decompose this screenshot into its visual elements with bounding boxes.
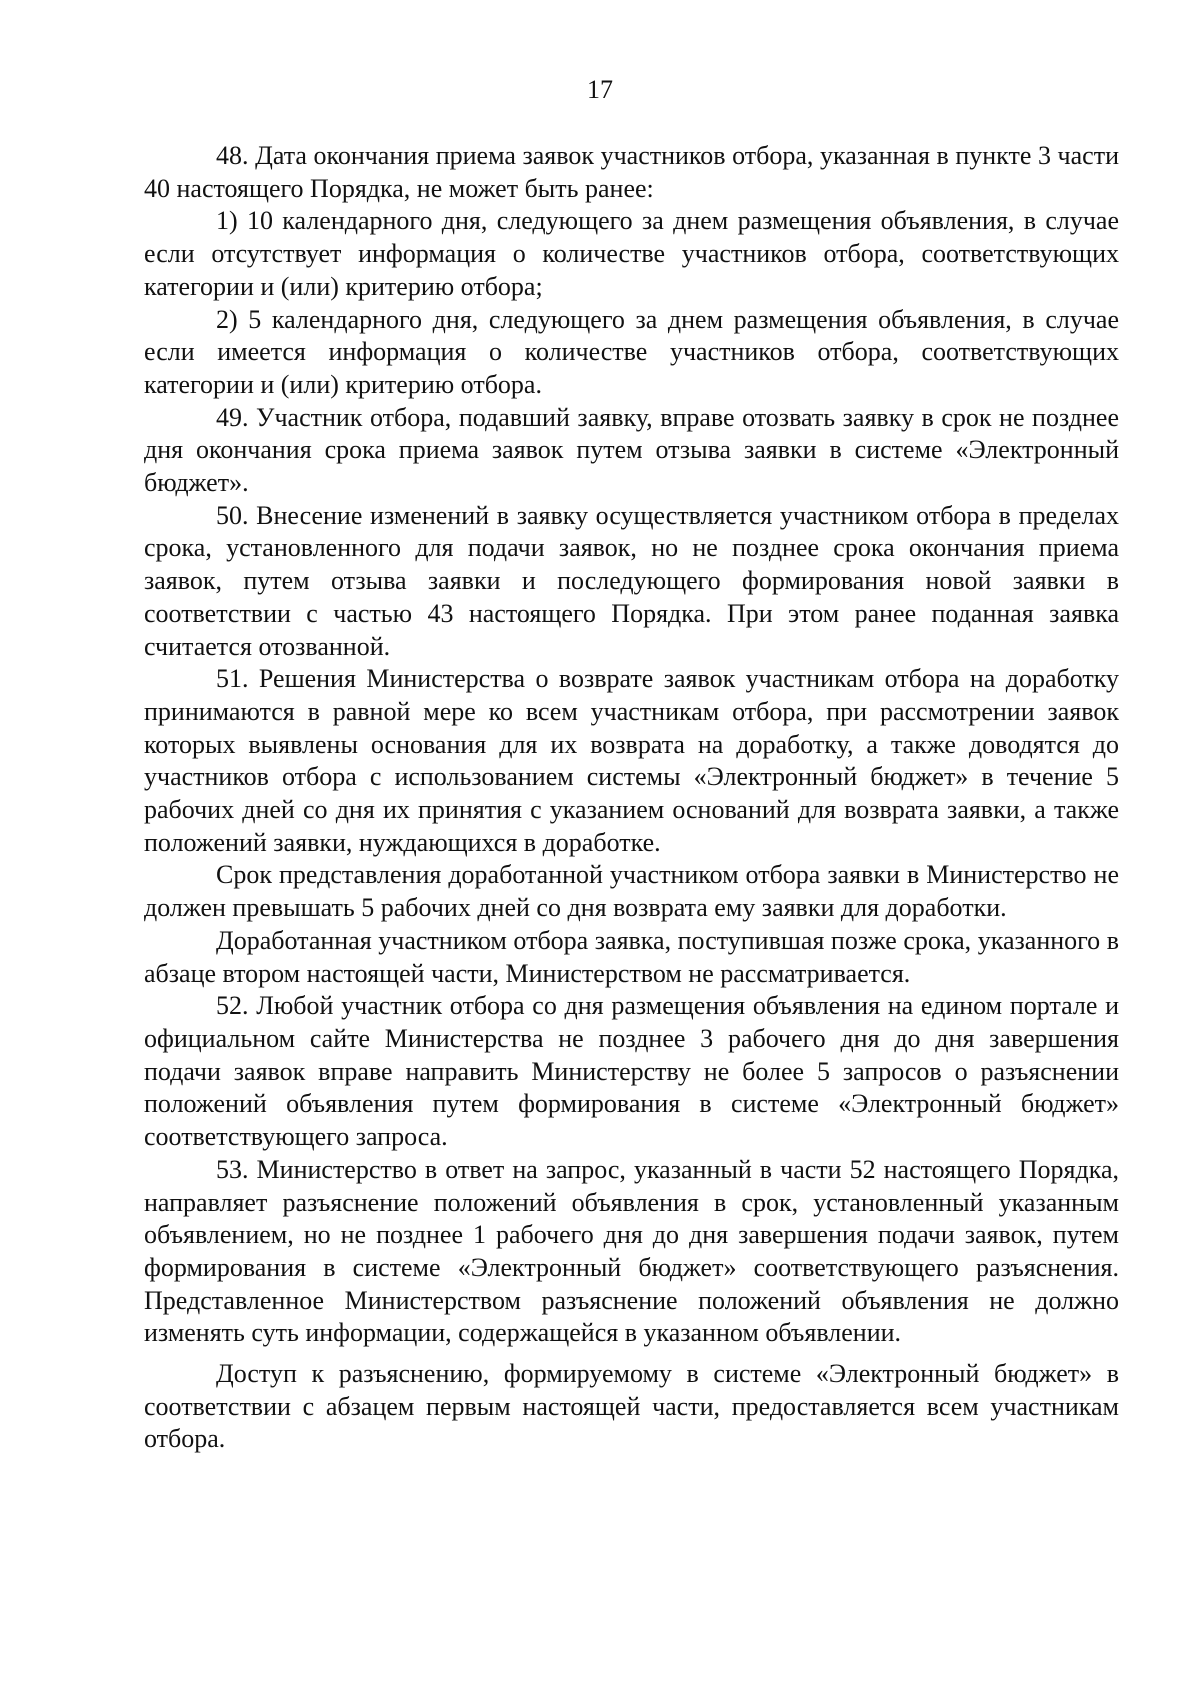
paragraph-50: 50. Внесение изменений в заявку осуществляется участником отбора в пределах срока, установленного для подачи заявок, но не позднее срока окончания приема заявок, путем отзыва заявки и последующего формирования новой заявки в соответствии с частью 43 настоящего Порядка. При этом ранее поданная заявка считается отозванной. — [144, 500, 1119, 661]
paragraph-51: 51. Решения Министерства о возврате заявок участникам отбора на доработку принимаются в равной мере ко всем участникам отбора, при рассмотрении заявок которых выявлены основания для их возврата на доработку, а также доводятся до участников отбора с использованием системы «Электронный бюджет» в течение 5 рабочих дней со дня их принятия с указанием оснований для возврата заявки, а также положений заявки, нуждающихся в доработке. — [144, 664, 1119, 857]
paragraph-48-item-1: 1) 10 календарного дня, следующего за днем размещения объявления, в случае если отсутствует информация о количестве участников отбора, соответствующих категории и (или) критерию отбора; — [144, 206, 1119, 301]
paragraph-51-abzac-2: Срок представления доработанной участником отбора заявки в Министерство не должен превышать 5 рабочих дней со дня возврата ему заявки для доработки. — [144, 860, 1119, 923]
paragraph-48-item-2: 2) 5 календарного дня, следующего за днем размещения объявления, в случае если имеется информация о количестве участников отбора, соответствующих категории и (или) критерию отбора. — [144, 304, 1119, 399]
paragraph-53: 53. Министерство в ответ на запрос, указанный в части 52 настоящего Порядка, направляет разъяснение положений объявления в срок, установленный указанным объявлением, но не позднее 1 рабочего дня до дня завершения подачи заявок, путем формирования в системе «Электронный бюджет» соответствующего разъяснения. Представленное Министерством разъяснение положений объявления не должно изменять суть информации, содержащейся в указанном объявлении. — [144, 1154, 1119, 1348]
paragraph-53-abzac-2: Доступ к разъяснению, формируемому в системе «Электронный бюджет» в соответствии с абзацем первым настоящей части, предоставляется всем участникам отбора. — [144, 1359, 1119, 1454]
paragraph-52: 52. Любой участник отбора со дня размещения объявления на едином портале и официальном сайте Министерства не позднее 3 рабочего дня до дня завершения подачи заявок вправе направить Министерству не более 5 запросов о разъяснении положений объявления путем формирования в системе «Электронный бюджет» соответствующего запроса. — [144, 991, 1119, 1152]
document-body — [144, 140, 1119, 1456]
paragraph-48: 48. Дата окончания приема заявок участников отбора, указанная в пункте 3 части 40 настоящего Порядка, не может быть ранее: — [144, 141, 1119, 203]
page-number: 17 — [587, 75, 613, 104]
paragraph-51-abzac-3: Доработанная участником отбора заявка, поступившая позже срока, указанного в абзаце втором настоящей части, Министерством не рассматривается. — [144, 925, 1119, 988]
paragraph-49: 49. Участник отбора, подавший заявку, вправе отозвать заявку в срок не позднее дня окончания срока приема заявок путем отзыва заявки в системе «Электронный бюджет». — [144, 402, 1119, 498]
